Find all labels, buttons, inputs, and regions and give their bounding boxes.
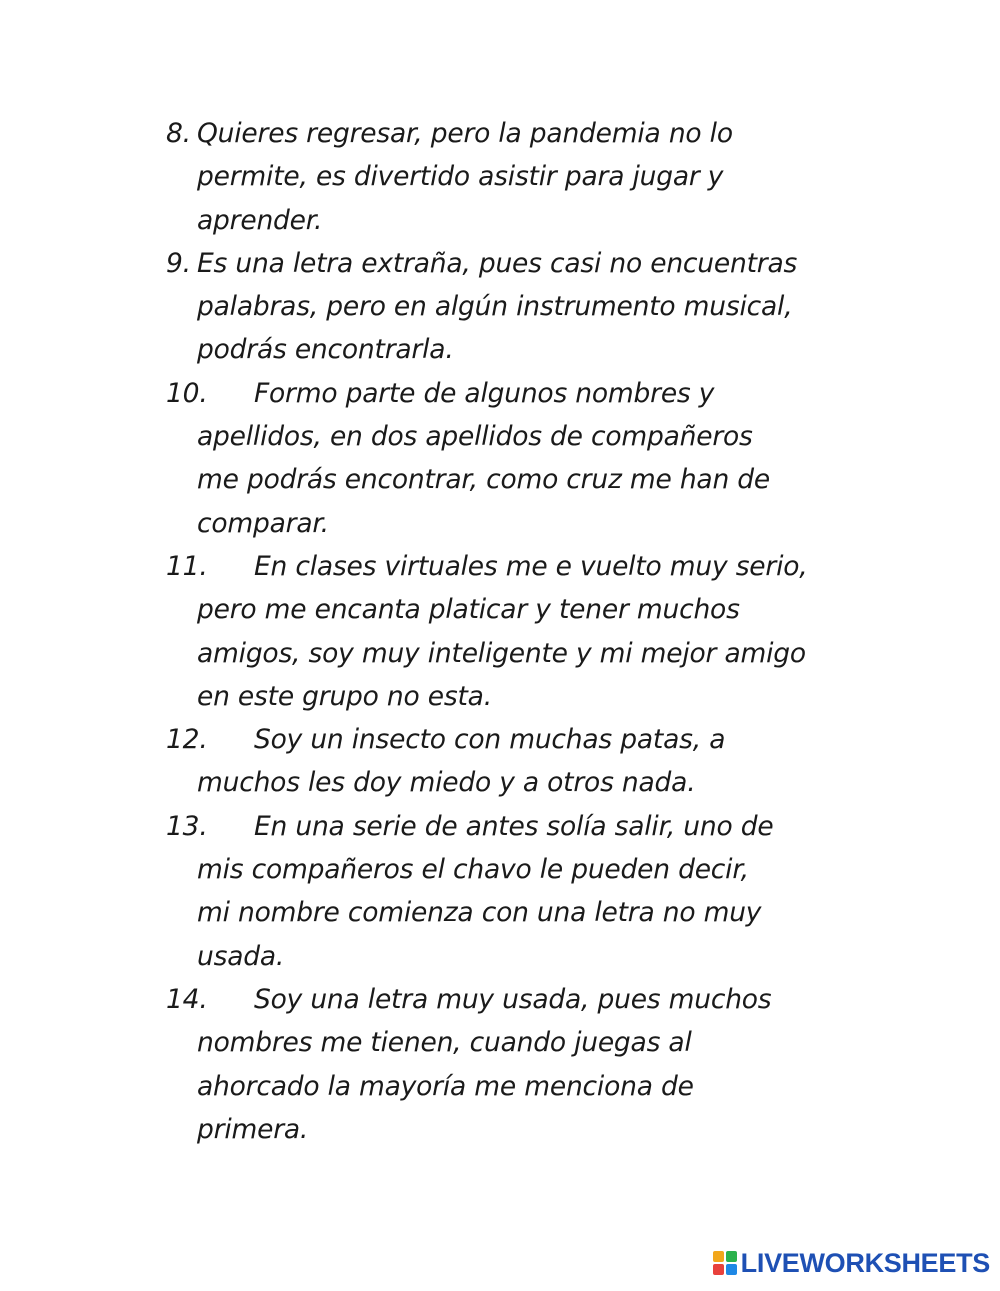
riddle-item	[166, 978, 866, 1151]
riddle-item	[166, 545, 866, 718]
riddle-line: mi nombre comienza con una letra no muy	[197, 897, 762, 929]
riddle-line: Quieres regresar, pero la pandemia no lo	[197, 118, 733, 149]
riddle-line: pero me encanta platicar y tener muchos	[197, 594, 740, 626]
riddle-line: aprender.	[197, 204, 323, 236]
riddle-line: apellidos, en dos apellidos de compañeros	[197, 421, 753, 453]
riddle-item	[166, 718, 866, 805]
riddle-number: 11.	[166, 550, 208, 582]
riddle-line: En clases virtuales me e vuelto muy serio,	[254, 550, 808, 582]
riddle-line: me podrás encontrar, como cruz me han de	[197, 464, 771, 496]
mark-square	[713, 1251, 724, 1262]
liveworksheets-mark-icon	[713, 1251, 737, 1275]
riddle-number: 13.	[166, 810, 208, 842]
riddle-line: Soy una letra muy usada, pues muchos	[254, 983, 772, 1015]
riddle-item	[166, 805, 866, 978]
riddle-line: En una serie de antes solía salir, uno de	[254, 810, 774, 842]
riddle-number: 10.	[166, 377, 208, 409]
riddle-line: Soy un insecto con muchas patas, a	[254, 724, 726, 756]
riddle-item	[166, 242, 866, 372]
riddle-line: Formo parte de algunos nombres y	[254, 377, 715, 409]
riddle-number: 9.	[166, 247, 191, 279]
riddle-line: permite, es divertido asistir para jugar y	[197, 161, 724, 193]
mark-square	[713, 1264, 724, 1275]
riddle-line: ahorcado la mayoría me menciona de	[197, 1070, 694, 1102]
riddle-item	[166, 112, 866, 242]
riddle-list	[166, 112, 866, 1151]
mark-square	[726, 1264, 737, 1275]
riddle-line: podrás encontrarla.	[197, 334, 454, 366]
liveworksheets-logo[interactable]	[713, 1245, 990, 1281]
riddle-item	[166, 372, 866, 545]
riddle-number: 12.	[166, 724, 208, 756]
mark-square	[726, 1251, 737, 1262]
riddle-line: en este grupo no esta.	[197, 680, 492, 712]
riddle-line: mis compañeros el chavo le pueden decir,	[197, 854, 749, 886]
riddle-line: usada.	[197, 940, 285, 972]
riddle-number: 14.	[166, 983, 208, 1015]
riddle-number: 8.	[166, 118, 191, 149]
riddle-line: comparar.	[197, 507, 329, 539]
riddle-line: muchos les doy miedo y a otros nada.	[197, 767, 696, 799]
riddle-line: nombres me tienen, cuando juegas al	[197, 1027, 692, 1059]
riddle-line: Es una letra extraña, pues casi no encuentras	[197, 247, 798, 279]
riddle-line: amigos, soy muy inteligente y mi mejor amigo	[197, 637, 806, 669]
logo-text: LIVEWORKSHEETS	[740, 1247, 990, 1278]
riddle-line: primera.	[197, 1113, 309, 1145]
riddle-line: palabras, pero en algún instrumento musical,	[197, 291, 793, 323]
